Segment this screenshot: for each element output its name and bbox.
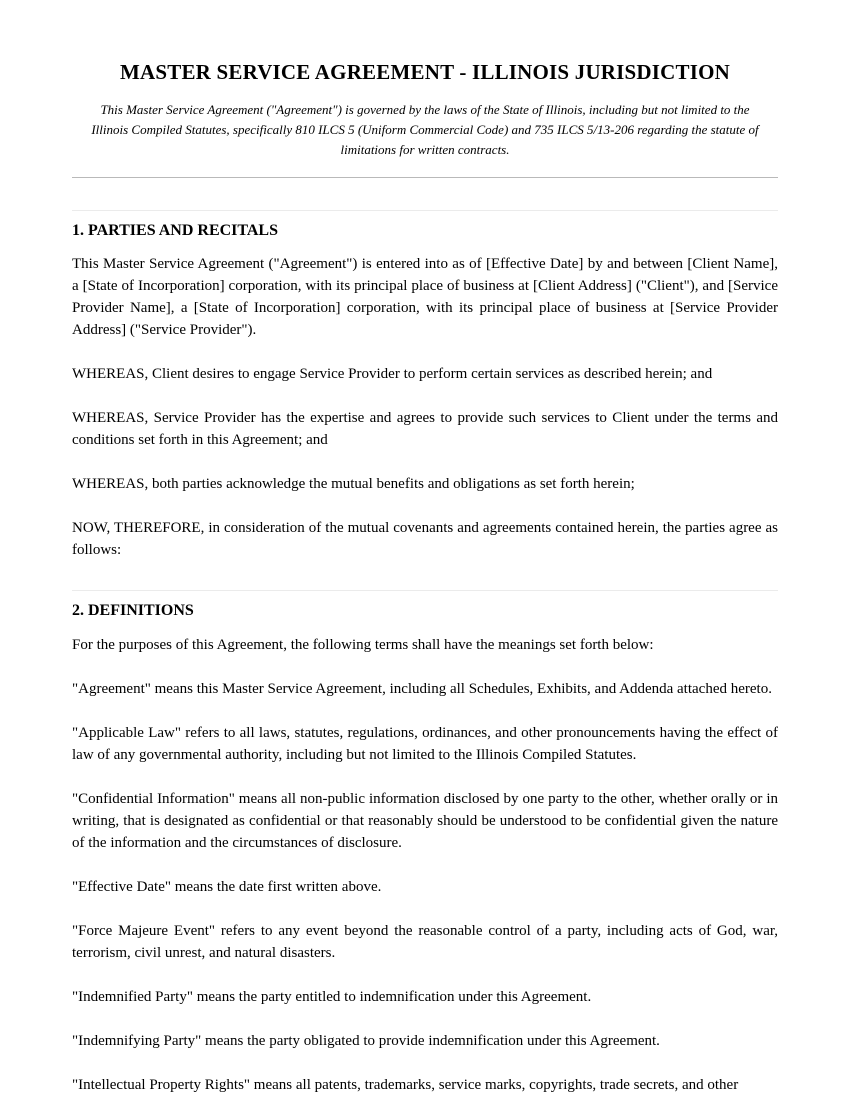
paragraph: "Effective Date" means the date first written above.: [72, 878, 382, 895]
document-title: MASTER SERVICE AGREEMENT - ILLINOIS JURISDICTION: [119, 60, 731, 84]
paragraph: "Indemnifying Party" means the party obligated to provide indemnification under this Agreement.: [72, 1032, 660, 1049]
paragraph: NOW, THEREFORE, in consideration of the mutual covenants and agreements contained herein, the parties agree as follows:: [72, 520, 778, 559]
paragraph: For the purposes of this Agreement, the following terms shall have the meanings set forth below:: [72, 636, 654, 653]
paragraph: WHEREAS, Service Provider has the expertise and agrees to provide such services to Client under the terms and conditions set forth in this Agreement; and: [72, 410, 778, 449]
paragraph-truncated: "Intellectual Property Rights" means all patents, trademarks, service marks, copyrights, trade secrets, and other: [72, 1076, 739, 1093]
section-heading: 2. DEFINITIONS: [72, 602, 194, 620]
section-heading: 1. PARTIES AND RECITALS: [72, 222, 278, 240]
paragraph: "Force Majeure Event" refers to any event beyond the reasonable control of a party, including acts of God, war, terrorism, civil unrest, and natural disasters.: [72, 922, 778, 961]
jurisdiction-preamble: This Master Service Agreement ("Agreement") is governed by the laws of the State of Illinois, including but not limited to the Illinois Compiled Statutes, specifically 810 ILCS 5 (Uniform Commercial Code) and 735 ILCS 5/13-206 regarding the statute of limitations for written contracts.: [91, 102, 759, 158]
paragraph: "Indemnified Party" means the party entitled to indemnification under this Agreement.: [72, 988, 592, 1005]
section-parties-and-recitals: [72, 210, 778, 561]
paragraph: "Confidential Information" means all non-public information disclosed by one party to the other, whether orally or in writing, that is designated as confidential or that reasonably should be understood to be confidential given the nature of the information and the circumstances of disclosure.: [72, 790, 778, 851]
paragraph: "Applicable Law" refers to all laws, statutes, regulations, ordinances, and other pronouncements having the effect of law of any governmental authority, including but not limited to the Illinois Compiled Statutes.: [72, 724, 778, 763]
paragraph: WHEREAS, both parties acknowledge the mutual benefits and obligations as set forth herein;: [72, 476, 635, 493]
paragraph: This Master Service Agreement ("Agreement") is entered into as of [Effective Date] by and between [Client Name], a [State of Incorporation] corporation, with its principal place of business at [Client Address] ("Client"), and [Service Provider Name], a [State of Incorporation] corporation, with its principal place of business at [Service Provider Address] ("Service Provider").: [72, 256, 778, 339]
section-definitions: [72, 590, 778, 1095]
paragraph: WHEREAS, Client desires to engage Service Provider to perform certain services as described herein; and: [72, 366, 713, 383]
horizontal-rule: [72, 177, 778, 178]
paragraph: "Agreement" means this Master Service Agreement, including all Schedules, Exhibits, and Addenda attached hereto.: [72, 680, 772, 697]
